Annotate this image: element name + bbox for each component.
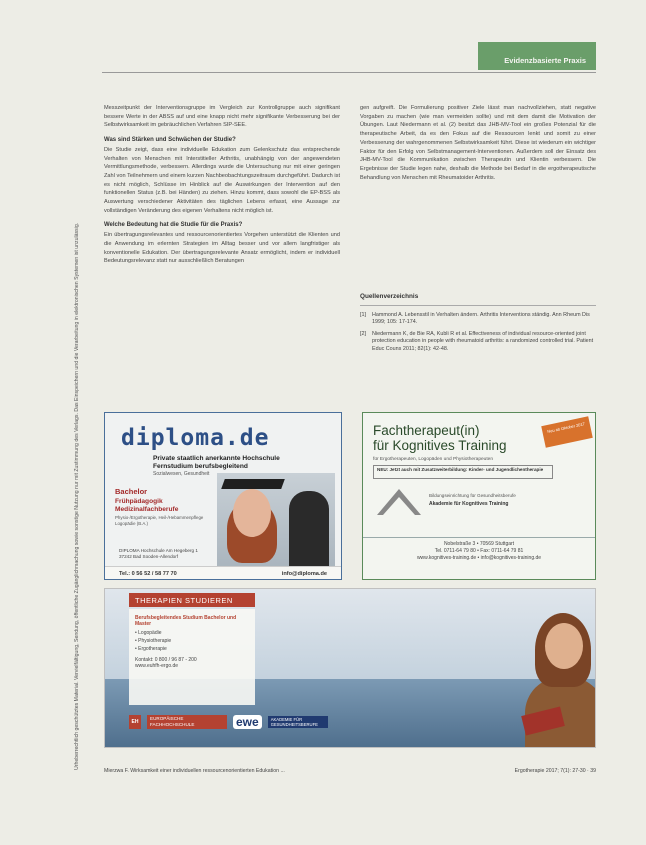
kognitiv-audience: für Ergotherapeuten, Logopäden und Physiotherapeuten	[373, 457, 494, 462]
kognitiv-title	[373, 423, 507, 453]
akademie-logo-inner	[383, 497, 415, 515]
euro-fh-name: EUROPÄISCHE FACHHOCHSCHULE	[147, 715, 227, 728]
reference-text: Niedermann K, de Bie RA, Kubli R et al. Effectiveness of individual resource-oriented joint protection education in people with rheumatoid arthritis: a randomized controlled trial. Patient Educ Couns 2011; 82(1): 42-48.	[372, 330, 594, 352]
footer-citation: Mierzwa F. Wirksamkeit einer individuellen ressourcenorientierten Edukation ...	[104, 768, 285, 774]
therapie-studieren-advertisement[interactable]	[104, 588, 596, 748]
diploma-programs: Frühpädagogik Medizinalfachberufe	[115, 498, 179, 513]
diploma-address: DIPLOMA Hochschule Am Hegeberg 1 37242 Bad Sooden-Allendorf	[119, 548, 198, 559]
akademie-tagline: Bildungseinrichtung für Gesundheitsberufe	[429, 493, 516, 498]
references-section	[360, 293, 596, 358]
reference-number: [2]	[360, 330, 366, 337]
euro-fh-logo-icon: EH	[129, 715, 141, 729]
therapie-web[interactable]: www.euhfh-ergo.de	[135, 663, 179, 670]
kognitiv-title-line: für Kognitives Training	[373, 438, 507, 453]
reference-item	[360, 312, 596, 327]
reference-item	[360, 331, 596, 354]
left-column	[104, 104, 340, 272]
strengths-paragraph: Die Studie zeigt, dass eine individuelle Edukation zum Gelenkschutz das entsprechende Verhalten von Menschen mit Interstitieller Arthritis, unabhängig von der angewendeten Vermittlungsmethode, verbessern. Allerdings wurde die Untersuchung nur mit einer geringen Zahl von Teilnehmern und einem kurzen Nachbeobachtungszeitraum durchgeführt. Dadurch ist es nicht möglich, Schlüsse im Hinblick auf die Auswirkungen der Intervention auf den funktionellen Status (z.B. bei Händen) zu ziehen. Hinzu kommt, dass sowohl die EP-BSS als Auswertung verschiedener Aktivitäten des täglichen Lebens erfasst, eine Aussage zur vollständigen Veränderung des eigenen Verhaltens nicht möglich ist.	[104, 146, 340, 214]
kognitiv-title-line: Fachtherapeut(in)	[373, 423, 480, 438]
therapie-banner: THERAPIEN STUDIEREN	[129, 593, 255, 607]
therapie-phone: Kontakt: 0 800 / 96 87 - 200	[135, 657, 197, 663]
reference-number: [1]	[360, 311, 366, 318]
diploma-program-details: Physio-/Ergotherapie, Heil-/Hebammenpflege Logopädie (B.A.)	[115, 515, 204, 526]
akademie-name: Akademie für Kognitives Training	[429, 501, 509, 507]
references-list	[360, 312, 596, 354]
reference-text: Hammond A. Lebensstil in Verhalten ändern. Arthritis Interventions ständig. Ann Rheum Dis 1999; 105: 17-174.	[372, 311, 590, 326]
ewe-logo-icon: ewe	[233, 715, 262, 729]
kognitiv-address	[363, 537, 595, 563]
new-seal-badge: Neu ab Oktober 2017	[541, 416, 593, 447]
therapie-panel	[129, 609, 255, 705]
page-footer	[104, 768, 596, 774]
footer-page-number: Ergotherapie 2017; 7(1): 27-30 · 39	[514, 768, 596, 774]
therapie-item: • Ergotherapie	[135, 645, 249, 653]
diploma-degree: Bachelor	[115, 487, 148, 496]
graduate-face	[233, 489, 271, 537]
section-tab: Evidenzbasierte Praxis	[478, 42, 596, 70]
kognitives-training-advertisement[interactable]	[362, 412, 596, 580]
copyright-sidebar: Urheberrechtlich geschütztes Material. Vervielfältigung, Sendung, öffentliche Zugänglichmachung sowie sonstige Nutzung nur mit Zustimmung des Verlags. Das Einspeichern und die Verarbeitung in elektronischen Systemen ist unzulässig.	[74, 222, 80, 770]
intro-paragraph: Messzeitpunkt der Interventionsgruppe im Vergleich zur Kontrollgruppe auch signifikant bessere Werte in der ABSS auf und eine knapp nicht mehr signifikante Verbesserung bei der Selbstwirksamkeit im gebräuchlichen Verfahren SIP-SEE.	[104, 105, 340, 129]
therapie-item: • Physiotherapie	[135, 637, 249, 645]
therapie-list	[135, 629, 249, 653]
therapie-logos	[129, 709, 379, 735]
references-heading: Quellenverzeichnis	[360, 293, 596, 306]
kognitiv-news-box: NEU: Jetzt auch mit Zusatzweiterbildung: Kinder- und Jugendlichentherapie	[373, 465, 553, 479]
kognitiv-phone: Tel. 0711-64 79 80 • Fax: 0711-64 79 81	[434, 548, 524, 555]
diploma-subtitle-line: Private staatlich anerkannte Hochschule	[153, 455, 280, 462]
diploma-phone: Tel.: 0 56 52 / 58 77 70	[119, 571, 177, 577]
heading-strengths: Was sind Stärken und Schwächen der Studie?	[104, 137, 236, 144]
header-rule	[102, 72, 596, 73]
therapie-item: • Logopädie	[135, 629, 249, 637]
diploma-subtitle-line: Fernstudium berufsbegleitend	[153, 463, 248, 470]
therapie-heading: Berufsbegleitendes Studium Bachelor und Master	[135, 615, 237, 627]
conclusion-paragraph: gen aufgreift. Die Formulierung positiver Ziele lässt man nachvollziehen, statt negative Vorgaben zu machen (wie man vermeiden sollte) und mit dem damit die Motivation der Übungen. Laut Niedermann et al. (2) besitzt das JHB-MV-Tool ein großes Potenzial für die therapeutische Arbeit, da es den Fokus auf die Ressourcen lenkt und somit zu einer Verbesserung der wahrgenommenen Selbstwirksamkeit führt. Diese ist wiederum ein wichtiger Faktor für den Erfolg von Selbstmanagement-Interventionen. Außerdem soll der Einsatz des JHB-MV-Tool die Kommunikation zwischen Therapeutin und Klientin verbessern. Die Ergebnisse der Studie legen nahe, deshalb die Methode bei Bedarf in die ergotherapeutische Behandlung von Menschen mit Rheumatoider Arthritis.	[360, 105, 596, 181]
right-column	[360, 104, 596, 188]
diploma-fields: Sozialwesen, Gesundheit	[153, 471, 210, 477]
diploma-advertisement[interactable]	[104, 412, 342, 580]
diploma-subtitle	[153, 455, 280, 471]
ewe-name: AKADEMIE FÜR GESUNDHEITSBERUFE	[268, 716, 328, 728]
diploma-email[interactable]: info@diploma.de	[281, 571, 327, 577]
diploma-logo: diploma.de	[121, 425, 270, 451]
heading-practice: Welche Bedeutung hat die Studie für die Praxis?	[104, 222, 243, 229]
graduate-silhouette	[289, 491, 329, 571]
practice-paragraph: Ein übertragungsrelevantes und ressourcenorientiertes Vorgehen unterstützt die Klienten und die Anwendung im erlernten Strategien im Alltag besser und vor allem langfristiger als konventionelle Edukation. Der übertragungsrelevante Ansatz ermöglicht, indem er individuell Bedeutungsrelevanz statt nur ausschließlich Beratungen	[104, 232, 340, 265]
graduation-cap-icon	[221, 479, 285, 489]
woman-face	[545, 623, 583, 669]
kognitiv-address-line: Nobelstraße 3 • 70569 Stuttgart	[443, 541, 515, 547]
kognitiv-web[interactable]: www.kognitives-training.de • info@kognitives-training.de	[416, 555, 542, 562]
therapie-contact	[135, 657, 249, 670]
